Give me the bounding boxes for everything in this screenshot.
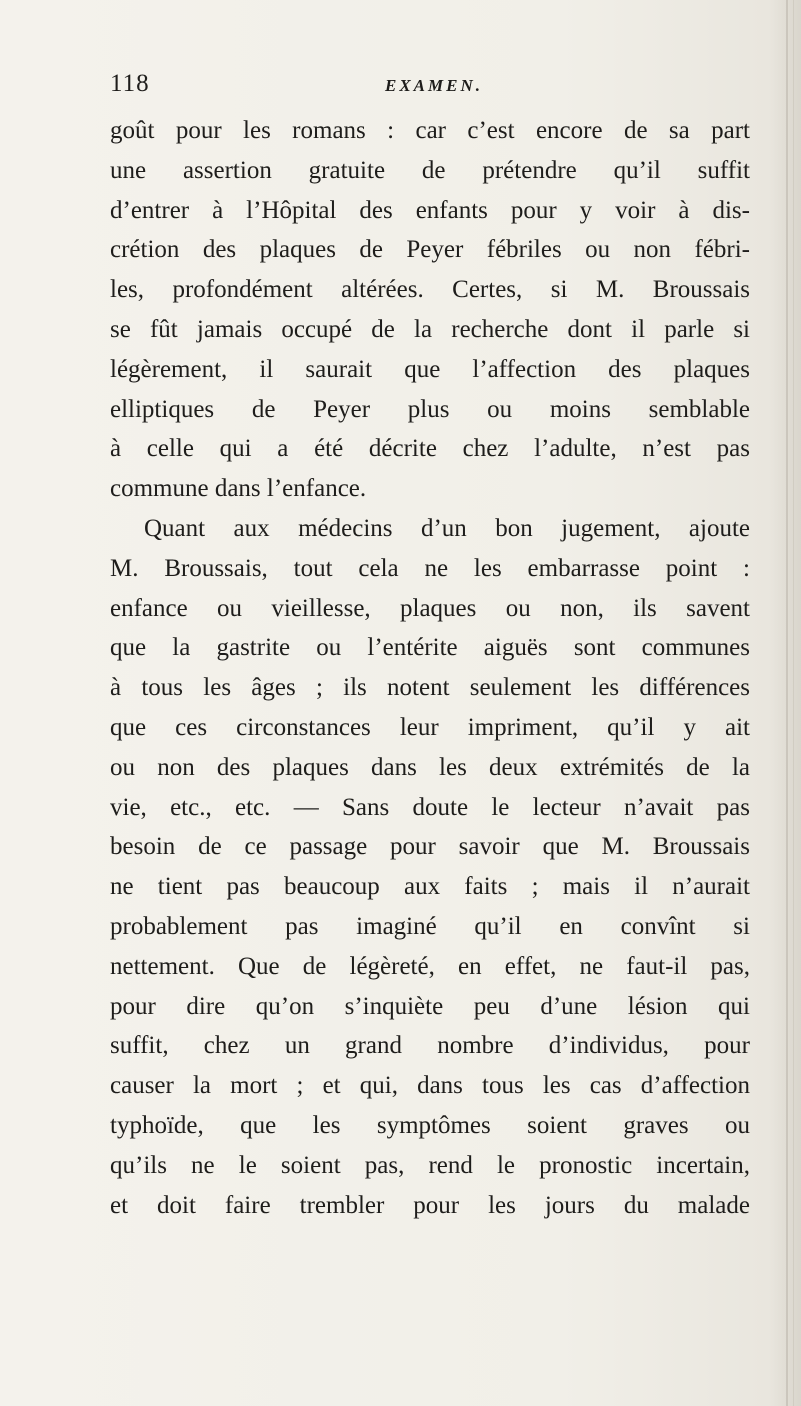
page-number: 118	[110, 70, 150, 97]
text-line: suffit, chez un grand nombre d’individus, pour	[110, 1032, 750, 1060]
text-line: ou non des plaques dans les deux extrémités de la	[110, 753, 750, 781]
text-line: à celle qui a été décrite chez l’adulte, n’est pas	[110, 435, 750, 463]
text-line: elliptiques de Peyer plus ou moins semblable	[110, 395, 750, 423]
text-line: les, profondément altérées. Certes, si M. Broussais	[110, 276, 750, 304]
text-line: et doit faire trembler pour les jours du malade	[110, 1191, 750, 1219]
text-line: pour dire qu’on s’inquiète peu d’une lésion qui	[110, 992, 750, 1020]
text-line-paragraph-start: Quant aux médecins d’un bon jugement, ajoute	[144, 514, 750, 542]
text-line: vie, etc., etc. — Sans doute le lecteur n’avait pas	[110, 793, 750, 821]
text-line: besoin de ce passage pour savoir que M. Broussais	[110, 833, 750, 861]
text-line: se fût jamais occupé de la recherche dont il parle si	[110, 315, 750, 343]
page-edge-line	[793, 0, 794, 1406]
text-line: goût pour les romans : car c’est encore de sa part	[110, 117, 750, 144]
text-line: causer la mort ; et qui, dans tous les cas d’affection	[110, 1072, 750, 1100]
text-line: que la gastrite ou l’entérite aiguës sont communes	[110, 634, 750, 662]
text-line: enfance ou vieillesse, plaques ou non, ils savent	[110, 594, 750, 622]
text-line: M. Broussais, tout cela ne les embarrasse point :	[110, 554, 750, 582]
text-line: que ces circonstances leur impriment, qu’il y ait	[110, 713, 750, 741]
text-line: d’entrer à l’Hôpital des enfants pour y voir à dis-	[110, 196, 750, 224]
text-line: ne tient pas beaucoup aux faits ; mais il n’aurait	[110, 873, 750, 901]
running-head: EXAMEN.	[385, 76, 483, 95]
text-line: à tous les âges ; ils notent seulement les différences	[110, 674, 750, 702]
text-line: probablement pas imaginé qu’il en convînt si	[110, 912, 750, 940]
text-line: nettement. Que de légèreté, en effet, ne faut-il pas,	[110, 952, 750, 980]
page-header	[110, 66, 720, 106]
body-text	[110, 111, 770, 1225]
text-line: typhoïde, que les symptômes soient graves ou	[110, 1111, 750, 1139]
text-line: légèrement, il saurait que l’affection des plaques	[110, 355, 750, 383]
text-line-paragraph-end: commune dans l’enfance.	[110, 475, 367, 503]
text-line: une assertion gratuite de prétendre qu’il suffit	[110, 156, 750, 184]
text-line: qu’ils ne le soient pas, rend le pronostic incertain,	[110, 1151, 750, 1179]
page-edge-shadow	[786, 0, 788, 1406]
text-line: crétion des plaques de Peyer fébriles ou non fébri-	[110, 236, 750, 264]
